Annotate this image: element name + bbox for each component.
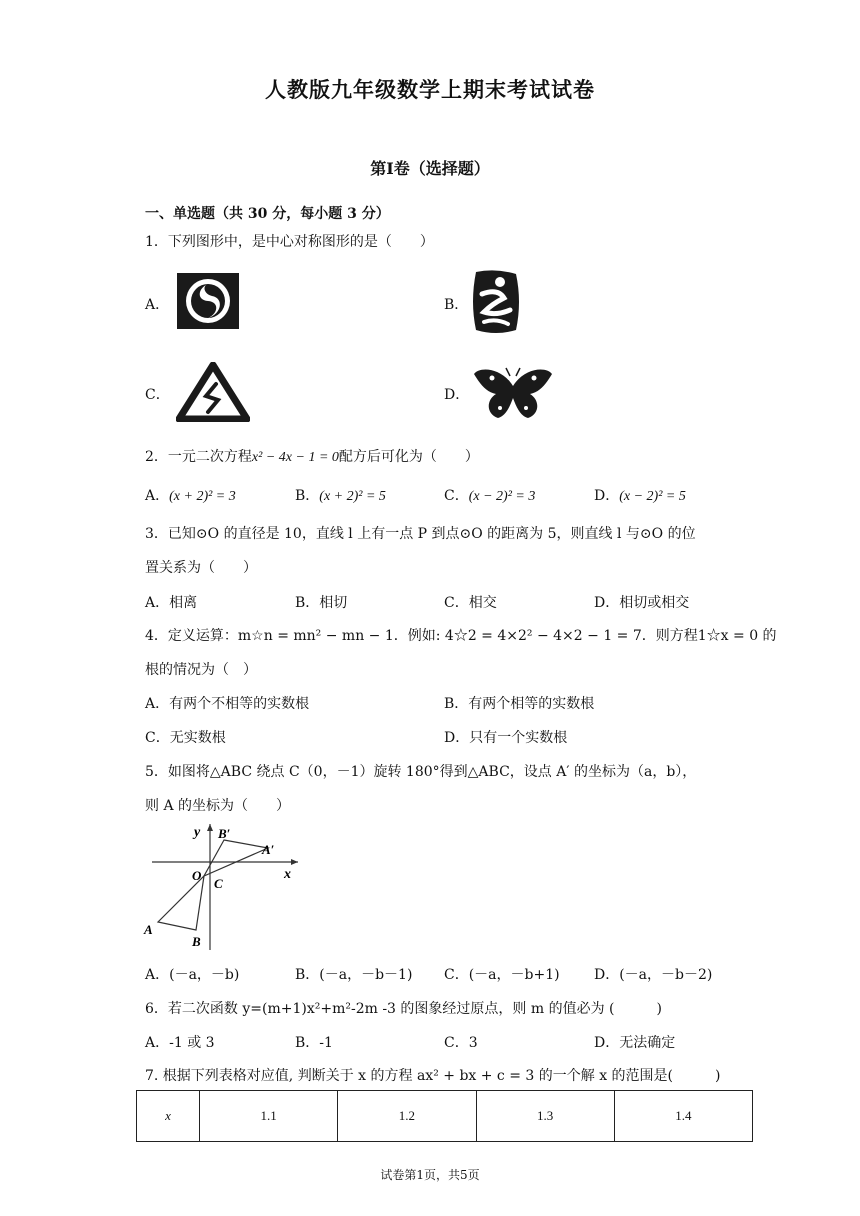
question-5-line-2: 则 A 的坐标为（ ） xyxy=(145,798,291,814)
swirl-logo-icon xyxy=(176,272,240,330)
q2-stem-post: 配方后可化为（ ） xyxy=(338,449,479,465)
question-4-line-1: 4．定义运算：m☆n = mn² − mn − 1．例如: 4☆2 = 4×2² − 4×2 − 1 = 7．则方程1☆x = 0 的 xyxy=(145,628,777,644)
triangle-a2-b2-c xyxy=(204,840,268,876)
table-cell: 1.3 xyxy=(476,1091,614,1142)
question-5-line-1: 5．如图将△ABC 绕点 C（0，－1）旋转 180°得到△ABC，设点 A′ 的坐标为（a，b）， xyxy=(145,764,697,780)
q6-option-a: A．-1 或 3 xyxy=(145,1035,215,1051)
question-7-line-1: 7. 根据下列表格对应值, 判断关于 x 的方程 ax² + bx + c = 3 的一个解 x 的范围是( ) xyxy=(145,1068,721,1084)
butterfly-icon xyxy=(472,364,554,422)
page-footer: 试卷第1页，共5页 xyxy=(380,1168,480,1182)
table-row xyxy=(137,1091,753,1142)
question-2-stem xyxy=(145,446,479,466)
label-c: C xyxy=(214,876,223,891)
q2-option-c: C．(x − 2)² = 3 xyxy=(444,488,536,504)
q3-option-c: C．相交 xyxy=(444,595,497,611)
beijing-seal-icon xyxy=(470,268,522,336)
section-heading: 一、单选题（共 30 分，每小题 3 分） xyxy=(145,206,390,222)
question-3-line-1: 3．已知⊙O 的直径是 10，直线 l 上有一点 P 到点⊙O 的距离为 5，则直线 l 与⊙O 的位 xyxy=(145,526,696,542)
label-o: O xyxy=(192,868,202,883)
q1-option-b-label: B． xyxy=(444,297,469,313)
q1-option-a-label: A． xyxy=(145,297,170,313)
table-cell: 1.2 xyxy=(338,1091,476,1142)
q2-equation: x² − 4x − 1 = 0 xyxy=(251,450,339,465)
q2-stem-pre: 2．一元二次方程 xyxy=(145,449,252,465)
rotation-figure xyxy=(140,818,310,952)
table-cell: 1.4 xyxy=(614,1091,752,1142)
q2-option-a: A．(x + 2)² = 3 xyxy=(145,488,236,504)
q3-option-b: B．相切 xyxy=(295,595,348,611)
question-1-stem: 1．下列图形中，是中心对称图形的是（ ） xyxy=(145,234,434,250)
q4-option-d: D．只有一个实数根 xyxy=(444,730,568,746)
q1-option-d-label: D． xyxy=(444,387,470,403)
label-b: B xyxy=(192,934,201,949)
question-4-line-2: 根的情况为（ ） xyxy=(145,662,257,678)
table-cell-x: x xyxy=(137,1091,200,1142)
label-a-prime: A′ xyxy=(262,842,275,857)
value-table xyxy=(136,1090,753,1142)
q6-option-c: C．3 xyxy=(444,1035,478,1051)
q5-option-b: B．(－a，－b－1) xyxy=(295,967,413,983)
triangle-abc xyxy=(158,876,204,930)
label-a: A xyxy=(144,922,153,937)
q5-option-c: C．(－a，－b+1) xyxy=(444,967,560,983)
q6-option-d: D．无法确定 xyxy=(594,1035,676,1051)
q2-option-d: D．(x − 2)² = 5 xyxy=(594,488,686,504)
label-y: y xyxy=(194,825,201,840)
q3-option-a: A．相离 xyxy=(145,595,198,611)
page-title: 人教版九年级数学上期末考试试卷 xyxy=(265,77,595,102)
q5-option-d: D．(－a，－b－2) xyxy=(594,967,713,983)
table-cell: 1.1 xyxy=(200,1091,338,1142)
q4-option-c: C．无实数根 xyxy=(145,730,226,746)
label-b-prime: B′ xyxy=(218,826,231,841)
q4-option-b: B．有两个相等的实数根 xyxy=(444,696,595,712)
label-x: x xyxy=(284,867,291,882)
q1-option-c-label: C． xyxy=(145,387,170,403)
question-6-line-1: 6．若二次函数 y=(m+1)x²+m²-2m -3 的图象经过原点，则 m 的值必为 ( ) xyxy=(145,1001,662,1017)
q5-option-a: A．(－a，－b) xyxy=(145,967,240,983)
q3-option-d: D．相切或相交 xyxy=(594,595,690,611)
q4-option-a: A．有两个不相等的实数根 xyxy=(145,696,310,712)
warning-triangle-icon xyxy=(176,362,250,422)
q2-option-b: B．(x + 2)² = 5 xyxy=(295,488,386,504)
question-3-line-2: 置关系为（ ） xyxy=(145,560,257,576)
part-heading: 第Ⅰ卷（选择题） xyxy=(370,159,490,178)
q6-option-b: B．-1 xyxy=(295,1035,333,1051)
